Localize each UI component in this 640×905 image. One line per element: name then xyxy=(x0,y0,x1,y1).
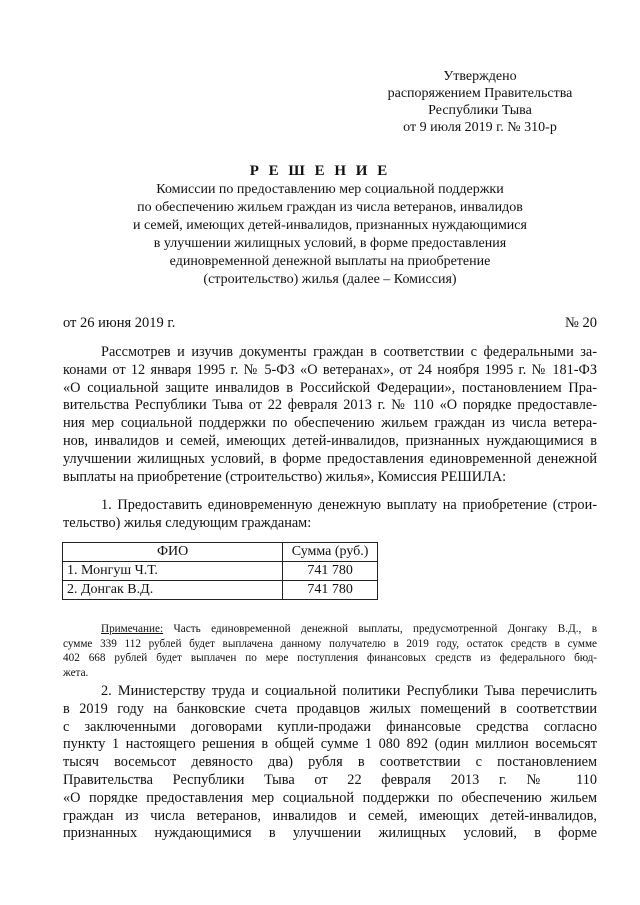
subtitle-line: в улучшении жилищных условий, в форме предоставления xyxy=(153,236,507,251)
recipient-amount: 741 780 xyxy=(283,562,378,581)
paragraph-line: в 2019 году на банковские счета продавцов жилых помещений в соответствии xyxy=(63,700,597,717)
paragraph-line: тысяч восемьсот девяносто два) рубля в соответствии с постановлением xyxy=(63,754,597,771)
paragraph-line: «О порядке предоставления мер социальной поддержки по обеспечению жильем xyxy=(63,789,597,806)
paragraph-line: конами от 12 января 1995 г. № 5-ФЗ «О ветеранах», от 24 ноября 1995 г. № 181-ФЗ xyxy=(63,361,597,378)
recipient-name: 1. Монгуш Ч.Т. xyxy=(63,562,283,581)
subtitle-line: по обеспечению жильем граждан из числа ветеранов, инвалидов xyxy=(137,200,523,215)
note-line: сумме 339 112 рублей будет выплачена данному получателю в 2019 году, остаток средств в сумме xyxy=(63,637,597,650)
table-header-row xyxy=(63,543,378,562)
column-header-name: ФИО xyxy=(63,543,283,562)
paragraph-line: Рассмотрев и изучив документы граждан в соответствии с федеральными за- xyxy=(101,344,597,360)
decision-date: от 26 июня 2019 г. xyxy=(63,315,176,331)
paragraph-line: выплаты на приобретение (строительство) жилья», Комиссия РЕШИЛА: xyxy=(63,468,507,485)
paragraph-line: «О социальной защите инвалидов в Российской Федерации», постановлением Пра- xyxy=(63,379,597,396)
approval-line: Республики Тыва xyxy=(428,103,532,118)
paragraph-line: тельство) жилья следующим гражданам: xyxy=(63,514,312,531)
date-number-line xyxy=(63,315,597,332)
paragraph-line: с заключенными договорами купли-продажи финансовые средства согласно xyxy=(63,718,597,735)
approval-line: Утверждено xyxy=(443,69,517,84)
column-header-amount: Сумма (руб.) xyxy=(283,543,378,562)
note-label: Примечание: xyxy=(101,623,164,635)
note-line xyxy=(63,622,597,637)
paragraph-line: улучшении жилищных условий, в форме предоставления единовременной денежной xyxy=(63,450,597,467)
note-text: Часть единовременной денежной выплаты, предусмотренной Донгаку В.Д., в xyxy=(163,623,597,635)
paragraph-line: нов, инвалидов и семей, имеющих детей-инвалидов, признанных нуждающимися в xyxy=(63,432,597,449)
note-line: 402 668 рублей будет выплачен по мере поступления финансовых средств из федерального бюд- xyxy=(63,652,597,664)
note-block xyxy=(63,622,597,680)
paragraph-line: Правительства Республики Тыва от 22 февраля 2013 г. № 110 xyxy=(63,771,597,788)
decision-number: № 20 xyxy=(565,315,597,331)
subtitle-line: и семей, имеющих детей-инвалидов, признанных нуждающимися xyxy=(133,218,527,233)
paragraph-line: признанных нуждающимися в улучшении жилищных условий, в форме xyxy=(63,825,597,842)
table-row xyxy=(63,581,378,600)
subtitle-line: единовременной денежной выплаты на приобретение xyxy=(169,254,491,269)
paragraph-line: граждан из числа ветеранов, инвалидов и семей, имеющих детей-инвалидов, xyxy=(63,807,597,824)
approval-block xyxy=(380,68,580,136)
subtitle-line: (строительство) жилья (далее – Комиссия) xyxy=(203,272,457,287)
note-line: жета. xyxy=(63,666,89,679)
preamble-paragraph xyxy=(63,344,597,486)
item-2-paragraph xyxy=(63,683,597,843)
item-1-paragraph xyxy=(63,497,597,533)
table-row xyxy=(63,562,378,581)
subtitle-line: Комиссии по предоставлению мер социальной поддержки xyxy=(156,182,504,197)
recipient-amount: 741 780 xyxy=(283,581,378,600)
document-title: Р Е Ш Е Н И Е xyxy=(249,163,391,179)
paragraph-line: вительства Республики Тыва от 22 февраля 2013 г. № 110 «О порядке предоставле- xyxy=(63,397,597,414)
approval-line: распоряжением Правительства xyxy=(387,86,573,101)
recipient-name: 2. Донгак В.Д. xyxy=(63,581,283,600)
approval-line: от 9 июля 2019 г. № 310-р xyxy=(403,120,557,135)
document-subtitle xyxy=(60,181,600,289)
paragraph-line: 1. Предоставить единовременную денежную выплату на приобретение (строи- xyxy=(101,497,597,513)
recipients-table xyxy=(62,542,378,600)
paragraph-line: 2. Министерству труда и социальной политики Республики Тыва перечислить xyxy=(101,683,597,699)
paragraph-line: ния мер социальной поддержки по обеспечению жильем граждан из числа ветера- xyxy=(63,415,597,432)
paragraph-line: пункту 1 настоящего решения в общей сумме 1 080 892 (один миллион восемьсят xyxy=(63,736,597,753)
